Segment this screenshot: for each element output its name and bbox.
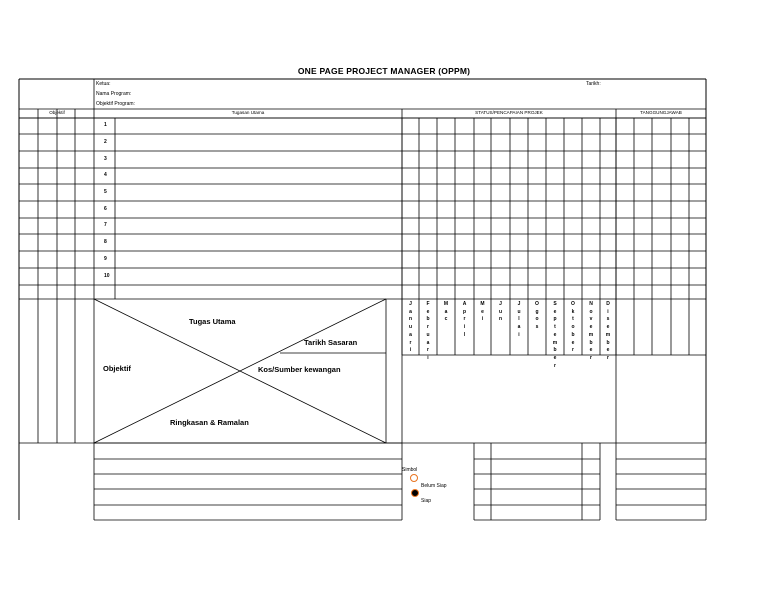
objektif-header: Objektif	[49, 110, 65, 115]
tugas-utama-label: Tugas Utama	[189, 317, 236, 326]
task-number: 6	[104, 205, 107, 212]
ringkasan-label: Ringkasan & Ramalan	[170, 418, 249, 427]
month-label: D i s e m b e r	[605, 301, 611, 361]
month-label: F e b r u a r i	[426, 301, 430, 361]
task-number: 5	[104, 188, 107, 195]
nama-program-label: Nama Program:	[96, 91, 132, 97]
task-number: 1	[104, 122, 107, 128]
tugasan-utama-header: Tugasan Utama	[231, 110, 265, 115]
month-label: J u n	[498, 301, 503, 323]
month-label: O k t o b e r	[571, 301, 575, 354]
siap-label: Siap	[421, 498, 432, 504]
task-number: 9	[104, 255, 107, 262]
objektif-diagram-label: Objektif	[103, 364, 131, 373]
page-title: ONE PAGE PROJECT MANAGER (OPPM)	[297, 66, 471, 76]
status-header: STATUS/PENCAPAIAN PROJEK	[475, 110, 543, 115]
belum-siap-icon	[410, 474, 418, 482]
task-number: 7	[104, 222, 107, 228]
siap-icon	[411, 489, 419, 497]
month-label: J u l a i	[517, 301, 521, 338]
objektif-program-label: Objektif Program:	[96, 101, 135, 107]
month-label: N o v e m b e r	[588, 301, 594, 361]
task-number: 10	[104, 272, 110, 279]
ketua-label: Ketua:	[96, 81, 111, 87]
belum-siap-label: Belum Siap	[421, 483, 447, 489]
kos-label: Kos/Sumber kewangan	[258, 365, 341, 374]
month-label: S e p t e m b e r	[552, 301, 558, 369]
task-number: 2	[104, 138, 107, 145]
month-label: M e i	[480, 301, 485, 323]
month-label: M a c	[443, 301, 449, 323]
month-label: A p r i l	[462, 301, 467, 338]
tanggungjawab-header: TANGGUNGJAWAB	[640, 110, 682, 115]
month-label: O g o s	[535, 301, 539, 331]
simbol-label: Simbol	[402, 467, 418, 473]
month-label: J a n u a r i	[408, 301, 413, 354]
tarikh-label: Tarikh:	[586, 81, 601, 87]
tarikh-sasaran-label: Tarikh Sasaran	[304, 338, 358, 347]
task-number: 8	[104, 238, 107, 245]
task-number: 3	[104, 155, 107, 162]
task-number: 4	[104, 172, 107, 178]
